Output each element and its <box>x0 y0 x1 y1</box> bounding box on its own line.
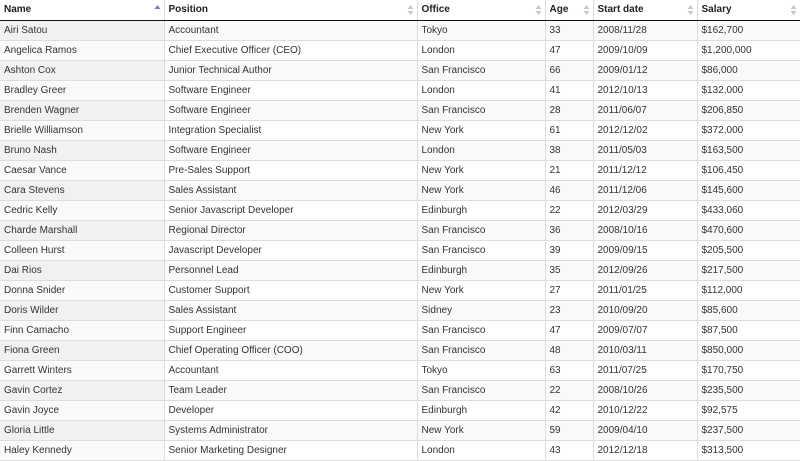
cell-name: Donna Snider <box>0 280 164 300</box>
cell-position: Integration Specialist <box>164 120 417 140</box>
table-row[interactable] <box>0 440 800 460</box>
cell-position: Chief Executive Officer (CEO) <box>164 40 417 60</box>
table-row[interactable] <box>0 300 800 320</box>
column-header-label: Age <box>549 4 569 16</box>
table-row[interactable] <box>0 140 800 160</box>
cell-salary: $433,060 <box>697 200 800 220</box>
cell-office: London <box>417 80 545 100</box>
cell-age: 28 <box>545 100 593 120</box>
cell-position: Sales Assistant <box>164 180 417 200</box>
cell-office: New York <box>417 180 545 200</box>
column-header-age[interactable] <box>545 0 593 20</box>
cell-salary: $1,200,000 <box>697 40 800 60</box>
table-row[interactable] <box>0 160 800 180</box>
cell-name: Airi Satou <box>0 20 164 40</box>
cell-position: Accountant <box>164 20 417 40</box>
cell-position: Personnel Lead <box>164 260 417 280</box>
cell-name: Cedric Kelly <box>0 200 164 220</box>
cell-office: New York <box>417 280 545 300</box>
cell-start-date: 2009/04/10 <box>593 420 697 440</box>
cell-salary: $86,000 <box>697 60 800 80</box>
cell-start-date: 2011/05/03 <box>593 140 697 160</box>
cell-age: 22 <box>545 380 593 400</box>
cell-start-date: 2008/10/16 <box>593 220 697 240</box>
column-header-salary[interactable] <box>697 0 800 20</box>
cell-start-date: 2010/09/20 <box>593 300 697 320</box>
table-row[interactable] <box>0 400 800 420</box>
cell-start-date: 2009/10/09 <box>593 40 697 60</box>
cell-start-date: 2012/10/13 <box>593 80 697 100</box>
cell-name: Finn Camacho <box>0 320 164 340</box>
cell-age: 47 <box>545 320 593 340</box>
header-row <box>0 0 800 20</box>
cell-salary: $106,450 <box>697 160 800 180</box>
cell-office: San Francisco <box>417 100 545 120</box>
cell-office: Edinburgh <box>417 260 545 280</box>
cell-salary: $92,575 <box>697 400 800 420</box>
cell-start-date: 2011/12/06 <box>593 180 697 200</box>
cell-age: 22 <box>545 200 593 220</box>
column-header-label: Name <box>4 4 32 16</box>
cell-office: San Francisco <box>417 240 545 260</box>
sort-icon[interactable] <box>687 4 694 16</box>
cell-office: San Francisco <box>417 340 545 360</box>
cell-start-date: 2011/01/25 <box>593 280 697 300</box>
column-header-position[interactable] <box>164 0 417 20</box>
column-header-label: Salary <box>701 4 732 16</box>
cell-start-date: 2008/11/28 <box>593 20 697 40</box>
column-header-label: Office <box>421 4 450 16</box>
cell-age: 46 <box>545 180 593 200</box>
cell-salary: $162,700 <box>697 20 800 40</box>
cell-office: Edinburgh <box>417 200 545 220</box>
sort-icon[interactable] <box>407 4 414 16</box>
cell-age: 27 <box>545 280 593 300</box>
table-row[interactable] <box>0 320 800 340</box>
table-header <box>0 0 800 20</box>
cell-office: Tokyo <box>417 360 545 380</box>
cell-start-date: 2010/03/11 <box>593 340 697 360</box>
cell-salary: $145,600 <box>697 180 800 200</box>
cell-office: London <box>417 440 545 460</box>
cell-salary: $205,500 <box>697 240 800 260</box>
cell-start-date: 2012/12/18 <box>593 440 697 460</box>
cell-salary: $235,500 <box>697 380 800 400</box>
cell-age: 36 <box>545 220 593 240</box>
cell-name: Brielle Williamson <box>0 120 164 140</box>
table-row[interactable] <box>0 360 800 380</box>
cell-position: Javascript Developer <box>164 240 417 260</box>
cell-age: 38 <box>545 140 593 160</box>
cell-age: 66 <box>545 60 593 80</box>
cell-start-date: 2011/12/12 <box>593 160 697 180</box>
table-row[interactable] <box>0 280 800 300</box>
cell-start-date: 2011/06/07 <box>593 100 697 120</box>
table-row[interactable] <box>0 340 800 360</box>
cell-office: New York <box>417 420 545 440</box>
table-row[interactable] <box>0 100 800 120</box>
cell-age: 47 <box>545 40 593 60</box>
cell-name: Cara Stevens <box>0 180 164 200</box>
cell-office: Edinburgh <box>417 400 545 420</box>
cell-name: Gavin Cortez <box>0 380 164 400</box>
cell-name: Doris Wilder <box>0 300 164 320</box>
cell-position: Junior Technical Author <box>164 60 417 80</box>
table-row[interactable] <box>0 60 800 80</box>
cell-start-date: 2009/01/12 <box>593 60 697 80</box>
cell-age: 39 <box>545 240 593 260</box>
cell-salary: $237,500 <box>697 420 800 440</box>
cell-office: San Francisco <box>417 60 545 80</box>
column-header-name[interactable] <box>0 0 164 20</box>
cell-office: New York <box>417 120 545 140</box>
cell-position: Pre-Sales Support <box>164 160 417 180</box>
table-row[interactable] <box>0 120 800 140</box>
table-row[interactable] <box>0 20 800 40</box>
cell-salary: $163,500 <box>697 140 800 160</box>
column-header-start-date[interactable] <box>593 0 697 20</box>
cell-age: 33 <box>545 20 593 40</box>
cell-office: London <box>417 140 545 160</box>
table-row[interactable] <box>0 80 800 100</box>
cell-office: Tokyo <box>417 20 545 40</box>
cell-age: 48 <box>545 340 593 360</box>
cell-salary: $206,850 <box>697 100 800 120</box>
sort-icon[interactable] <box>790 4 797 16</box>
cell-start-date: 2008/10/26 <box>593 380 697 400</box>
cell-start-date: 2009/07/07 <box>593 320 697 340</box>
table-row[interactable] <box>0 420 800 440</box>
cell-salary: $170,750 <box>697 360 800 380</box>
cell-position: Software Engineer <box>164 140 417 160</box>
cell-name: Gloria Little <box>0 420 164 440</box>
cell-start-date: 2012/12/02 <box>593 120 697 140</box>
cell-office: Sidney <box>417 300 545 320</box>
cell-position: Senior Javascript Developer <box>164 200 417 220</box>
cell-start-date: 2012/03/29 <box>593 200 697 220</box>
cell-age: 41 <box>545 80 593 100</box>
cell-position: Sales Assistant <box>164 300 417 320</box>
cell-start-date: 2010/12/22 <box>593 400 697 420</box>
cell-age: 21 <box>545 160 593 180</box>
cell-name: Garrett Winters <box>0 360 164 380</box>
cell-office: San Francisco <box>417 320 545 340</box>
sort-ascending-icon[interactable] <box>154 4 161 16</box>
cell-salary: $132,000 <box>697 80 800 100</box>
table-row[interactable] <box>0 40 800 60</box>
cell-office: San Francisco <box>417 220 545 240</box>
cell-name: Bruno Nash <box>0 140 164 160</box>
column-header-office[interactable] <box>417 0 545 20</box>
table-row[interactable] <box>0 240 800 260</box>
cell-age: 61 <box>545 120 593 140</box>
cell-salary: $87,500 <box>697 320 800 340</box>
cell-age: 23 <box>545 300 593 320</box>
cell-position: Software Engineer <box>164 100 417 120</box>
cell-position: Customer Support <box>164 280 417 300</box>
column-header-label: Start date <box>597 4 644 16</box>
cell-name: Caesar Vance <box>0 160 164 180</box>
sort-icon[interactable] <box>583 4 590 16</box>
table-row[interactable] <box>0 200 800 220</box>
column-header-label: Position <box>168 4 208 16</box>
cell-salary: $313,500 <box>697 440 800 460</box>
table-row[interactable] <box>0 380 800 400</box>
cell-age: 43 <box>545 440 593 460</box>
table-row[interactable] <box>0 180 800 200</box>
cell-age: 59 <box>545 420 593 440</box>
cell-start-date: 2009/09/15 <box>593 240 697 260</box>
cell-office: New York <box>417 160 545 180</box>
cell-position: Team Leader <box>164 380 417 400</box>
cell-name: Fiona Green <box>0 340 164 360</box>
cell-position: Regional Director <box>164 220 417 240</box>
cell-office: London <box>417 40 545 60</box>
cell-position: Accountant <box>164 360 417 380</box>
cell-name: Bradley Greer <box>0 80 164 100</box>
cell-name: Dai Rios <box>0 260 164 280</box>
cell-position: Software Engineer <box>164 80 417 100</box>
cell-position: Senior Marketing Designer <box>164 440 417 460</box>
cell-salary: $217,500 <box>697 260 800 280</box>
cell-position: Chief Operating Officer (COO) <box>164 340 417 360</box>
cell-start-date: 2011/07/25 <box>593 360 697 380</box>
cell-name: Gavin Joyce <box>0 400 164 420</box>
sort-icon[interactable] <box>535 4 542 16</box>
cell-name: Ashton Cox <box>0 60 164 80</box>
cell-start-date: 2012/09/26 <box>593 260 697 280</box>
cell-age: 42 <box>545 400 593 420</box>
cell-name: Colleen Hurst <box>0 240 164 260</box>
cell-position: Systems Administrator <box>164 420 417 440</box>
cell-name: Angelica Ramos <box>0 40 164 60</box>
cell-name: Brenden Wagner <box>0 100 164 120</box>
cell-age: 35 <box>545 260 593 280</box>
cell-position: Support Engineer <box>164 320 417 340</box>
cell-salary: $470,600 <box>697 220 800 240</box>
table-row[interactable] <box>0 220 800 240</box>
cell-salary: $850,000 <box>697 340 800 360</box>
table-row[interactable] <box>0 260 800 280</box>
cell-name: Haley Kennedy <box>0 440 164 460</box>
cell-position: Developer <box>164 400 417 420</box>
cell-name: Charde Marshall <box>0 220 164 240</box>
cell-office: San Francisco <box>417 380 545 400</box>
cell-age: 63 <box>545 360 593 380</box>
cell-salary: $85,600 <box>697 300 800 320</box>
table-body <box>0 20 800 460</box>
cell-salary: $112,000 <box>697 280 800 300</box>
cell-salary: $372,000 <box>697 120 800 140</box>
